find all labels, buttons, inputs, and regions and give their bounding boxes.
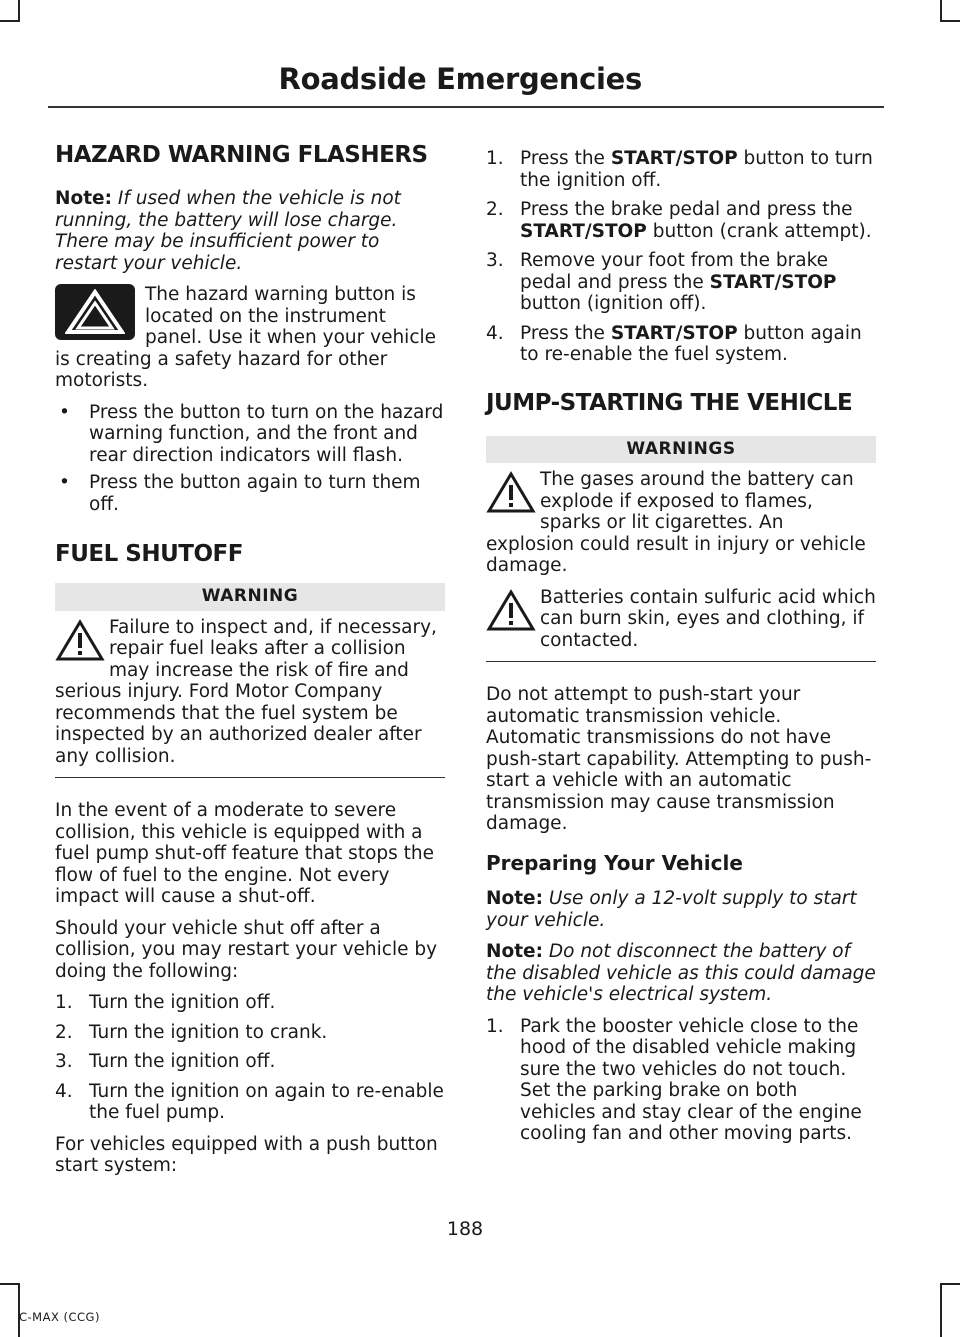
list-item [55, 1051, 445, 1073]
note [486, 941, 876, 1006]
list-item [486, 323, 876, 366]
warnings-header: WARNINGS [486, 436, 876, 464]
list-item [55, 992, 445, 1014]
crop-mark [940, 1283, 942, 1337]
crop-mark [942, 20, 960, 22]
page-header-title: Roadside Emergencies [278, 62, 642, 96]
heading-jump-starting: JUMP-STARTING THE VEHICLE [486, 389, 853, 416]
step-text: Turn the ignition to crank. [89, 1021, 328, 1043]
step-text: Press the [520, 148, 611, 169]
crop-mark [940, 0, 942, 22]
warning-triangle-icon [486, 589, 536, 633]
warning-triangle-icon [486, 471, 536, 515]
right-column [486, 148, 876, 1155]
step-text: Turn the ignition off. [89, 992, 276, 1013]
note [486, 888, 876, 931]
step-number: 3. [486, 250, 504, 271]
note-text: Do not disconnect the battery of the disabled vehicle as this could damage the vehicle's electrical system. [486, 941, 876, 1005]
warning-item [55, 617, 445, 768]
step-text: button (ignition off). [520, 293, 707, 314]
hazard-bullets [55, 402, 445, 516]
step-text: Turn the ignition on again to re-enable the fuel pump. [89, 1080, 444, 1123]
paragraph: For vehicles equipped with a push button start system: [55, 1133, 438, 1176]
warning-header: WARNING [55, 583, 445, 611]
step-number: 1. [486, 1015, 504, 1037]
step-text: button again to re-enable the fuel system. [520, 322, 862, 365]
prep-steps [486, 1016, 876, 1145]
warning-end-rule [55, 777, 445, 778]
note-text: If used when the vehicle is not running, the battery will lose charge. There may be insufficient power to restart your vehicle. [55, 188, 401, 274]
step-text: Turn the ignition off. [89, 1051, 276, 1072]
step-number: 4. [486, 322, 504, 344]
note-label: Note: [486, 941, 543, 962]
step-text: Park the booster vehicle close to the hood of the disabled vehicle making sure the two vehicles do not touch. Set the parking brake on both vehicles and stay clear of the engine cooling fan and other moving parts. [520, 1015, 862, 1144]
list-item [55, 1081, 445, 1124]
left-column [55, 140, 445, 1187]
step-number: 3. [55, 1051, 73, 1072]
list-item [486, 250, 876, 315]
warning-text: Failure to inspect and, if necessary, repair fuel leaks after a collision may increase the risk of fire and serious injury. Ford Motor Company recommends that the fuel system be inspected by an authorized dealer after any collision. [55, 616, 437, 767]
warning-text: Batteries contain sulfuric acid which can burn skin, eyes and clothing, if contacted. [540, 586, 876, 651]
heading-preparing-vehicle: Preparing Your Vehicle [486, 850, 743, 875]
start-stop-label: START/STOP [610, 322, 738, 344]
warning-item [486, 587, 876, 652]
step-text: button (crank attempt). [646, 220, 872, 242]
note-text: Use only a 12-volt supply to start your vehicle. [486, 888, 857, 931]
step-number: 1. [55, 992, 73, 1013]
list-item [486, 1016, 876, 1145]
step-text: Remove your foot from the brake pedal and press the [520, 250, 829, 293]
fuel-restart-steps [55, 992, 445, 1124]
list-item [55, 1022, 445, 1044]
step-number: 2. [486, 199, 504, 220]
crop-mark [18, 0, 20, 22]
warning-triangle-icon [55, 619, 105, 663]
warning-item [486, 469, 876, 577]
step-text: button to turn the ignition off. [520, 148, 873, 191]
hazard-triangle-icon [55, 284, 135, 340]
heading-hazard: HAZARD WARNING FLASHERS [55, 142, 428, 168]
warning-text: The gases around the battery can explode if exposed to flames, sparks or lit cigarettes. An explosion could result in injury or vehicle damage. [486, 469, 866, 576]
warning-end-rule [486, 661, 876, 662]
crop-mark [0, 1283, 18, 1285]
step-number: 4. [55, 1080, 73, 1102]
list-item: • Press the button to turn on the hazard warning function, and the front and rear direction indicators will flash. [55, 402, 445, 467]
step-text: Press the [520, 322, 611, 344]
hazard-description [55, 284, 445, 392]
step-number: 1. [486, 148, 504, 169]
hazard-desc-text: The hazard warning button is located on the instrument panel. Use it when your vehicle is creating a safety hazard for other motorists. [55, 284, 437, 391]
list-item [486, 148, 876, 191]
note-hazard [55, 188, 445, 274]
footer-model: C-MAX (CCG) [19, 1310, 100, 1324]
step-text: Press the brake pedal and press the [520, 199, 853, 220]
paragraph: Should your vehicle shut off after a collision, you may restart your vehicle by doing the following: [55, 917, 438, 982]
push-button-steps [486, 148, 876, 366]
list-item: • Press the button again to turn them off. [55, 472, 445, 515]
start-stop-label: START/STOP [709, 271, 837, 293]
start-stop-label: START/STOP [520, 220, 647, 242]
step-number: 2. [55, 1021, 73, 1043]
note-label: Note: [55, 188, 112, 209]
crop-mark [0, 20, 18, 22]
start-stop-label: START/STOP [610, 148, 738, 169]
note-label: Note: [486, 888, 543, 909]
paragraph: Do not attempt to push-start your automatic transmission vehicle. Automatic transmissions do not have push-start capability. Attempting to push-start a vehicle with an automatic transmission may cause transmission damage. [486, 684, 872, 834]
paragraph: In the event of a moderate to severe collision, this vehicle is equipped with a fuel pump shut-off feature that stops the flow of fuel to the engine. Not every impact will cause a shut-off. [55, 800, 435, 907]
crop-mark [942, 1283, 960, 1285]
heading-fuel-shutoff: FUEL SHUTOFF [55, 541, 243, 567]
page-number: 188 [446, 1218, 484, 1240]
header-rule [48, 106, 884, 108]
list-item [486, 199, 876, 242]
